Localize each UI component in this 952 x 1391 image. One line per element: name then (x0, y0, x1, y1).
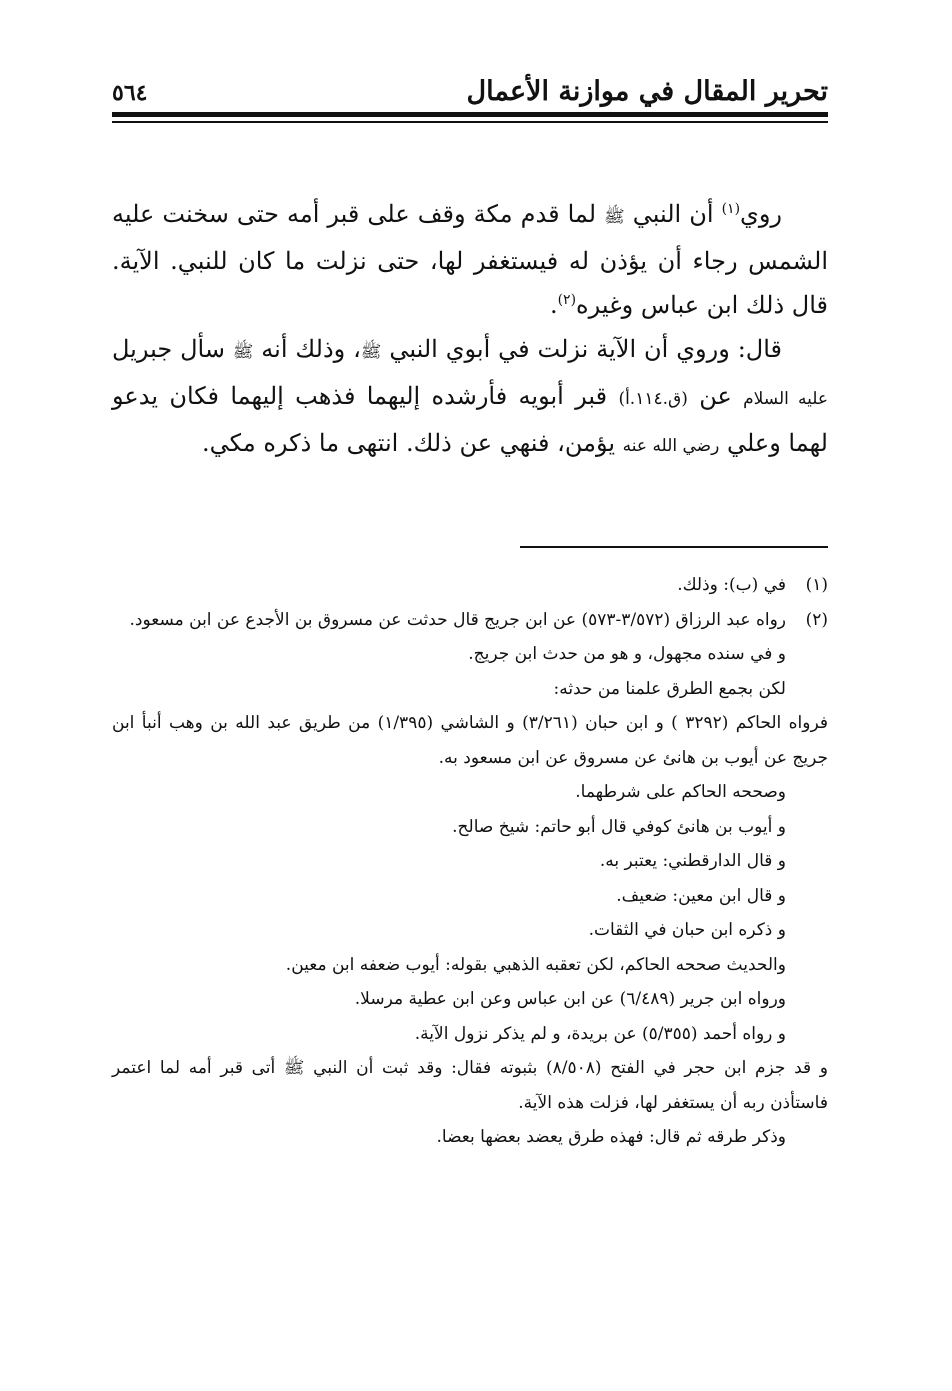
footnotes (112, 568, 828, 1155)
footnote-line: فرواه الحاكم (٣٢٩٢ ) و ابن حبان (٣/٢٦١) و الشاشي (١/٣٩٥) من طريق عبد الله بن وهب أنبأ ابن جريج عن أيوب بن هانئ عن مسروق عن ابن مسعود به. (112, 713, 828, 768)
footnote-line: و ذكره ابن حبان في الثقات. (588, 920, 786, 940)
footnote-line: و قال الدارقطني: يعتبر به. (599, 851, 786, 871)
footnote-line: و في سنده مجهول، و هو من حدث ابن جريج. (468, 644, 786, 664)
footnote-ref-2: (٢) (557, 292, 577, 308)
footnote-number: (٢) (805, 609, 828, 630)
footnote-separator (520, 546, 828, 548)
header-rule-thin (112, 121, 828, 123)
footnote-number: (١) (805, 575, 828, 595)
honorific-glyph: ﷺ (604, 207, 625, 227)
p2-text-d: عن (687, 382, 744, 410)
p2-text-f: يؤمن، فنهي عن ذلك. انتهى ما ذكره مكي. (201, 429, 623, 457)
footnote-line: و أيوب بن هانئ كوفي قال أبو حاتم: شيخ صالح. (452, 816, 786, 837)
p2-text-b: ، وذلك أنه (253, 335, 361, 363)
book-title: تحرير المقال في موازنة الأعمال (466, 76, 828, 107)
footnote-line: والحديث صححه الحاكم، لكن تعقبه الذهبي بقوله: أيوب ضعفه ابن معين. (285, 954, 786, 975)
header-rule-thick (112, 112, 828, 117)
honorific-glyph: رضي الله عنه (622, 436, 720, 456)
paragraph-1 (112, 192, 828, 327)
honorific-glyph: ﷺ (360, 342, 382, 362)
p1-text-c: لما قدم مكة وقف على قبر أمه حتى سخنت عليه الشمس رجاء أن يؤذن له فيستغفر لها، حتى نزلت ما كان للنبي. الآية. قال ذلك ابن عباس وغيره (112, 200, 828, 319)
footnote-line: و رواه أحمد (٥/٣٥٥) عن بريدة، و لم يذكر نزول الآية. (414, 1023, 786, 1044)
footnote-text: في (ب): وذلك. (677, 575, 786, 595)
footnote-line: وصححه الحاكم على شرطهما. (575, 782, 786, 802)
p2-text-a: قال: وروي أن الآية نزلت في أبوي النبي (381, 335, 782, 363)
footnote-line: و قد جزم ابن حجر في الفتح (٨/٥٠٨) بثبوته فقال: وقد ثبت أن النبي ﷺ أتى قبر أمه لما اعتمر فاستأذن ربه أن يستغفر لها، فزلت هذه الآية. (112, 1058, 828, 1113)
footnote-line: ورواه ابن جرير (٦/٤٨٩) عن ابن عباس وعن ابن عطية مرسلا. (354, 989, 786, 1009)
p2-text-e: قبر أبويه فأرشده إليهما فذهب إليهما فكان يدعو لهما وعلي (112, 382, 828, 457)
running-header (112, 74, 828, 108)
p1-text-a: روي (740, 200, 782, 228)
p1-end: . (549, 291, 558, 319)
footnote-2 (112, 603, 828, 638)
footnote-ref-1: (١) (721, 201, 741, 217)
page-number: ٥٦٤ (112, 80, 148, 106)
honorific-glyph: عليه السلام (743, 389, 828, 409)
footnote-line: وذكر طرقه ثم قال: فهذه طرق يعضد بعضها بعضا. (436, 1127, 786, 1147)
footnote-text: رواه عبد الرزاق (٣/٥٧٢-٥٧٣) عن ابن جريج قال حدثت عن مسروق بن الأجدع عن ابن مسعود. (129, 609, 786, 630)
main-text (112, 192, 828, 468)
p2-text-c: سأل جبريل (112, 335, 233, 363)
manuscript-folio-ref: (ق.١١٤.أ) (618, 389, 688, 409)
paragraph-2 (112, 327, 828, 468)
footnote-1 (112, 568, 828, 603)
footnote-line: و قال ابن معين: ضعيف. (616, 885, 786, 906)
footnote-line: لكن بجمع الطرق علمنا من حدثه: (553, 678, 786, 699)
honorific-glyph: ﷺ (232, 342, 254, 362)
p1-text-b: أن النبي (624, 200, 722, 228)
